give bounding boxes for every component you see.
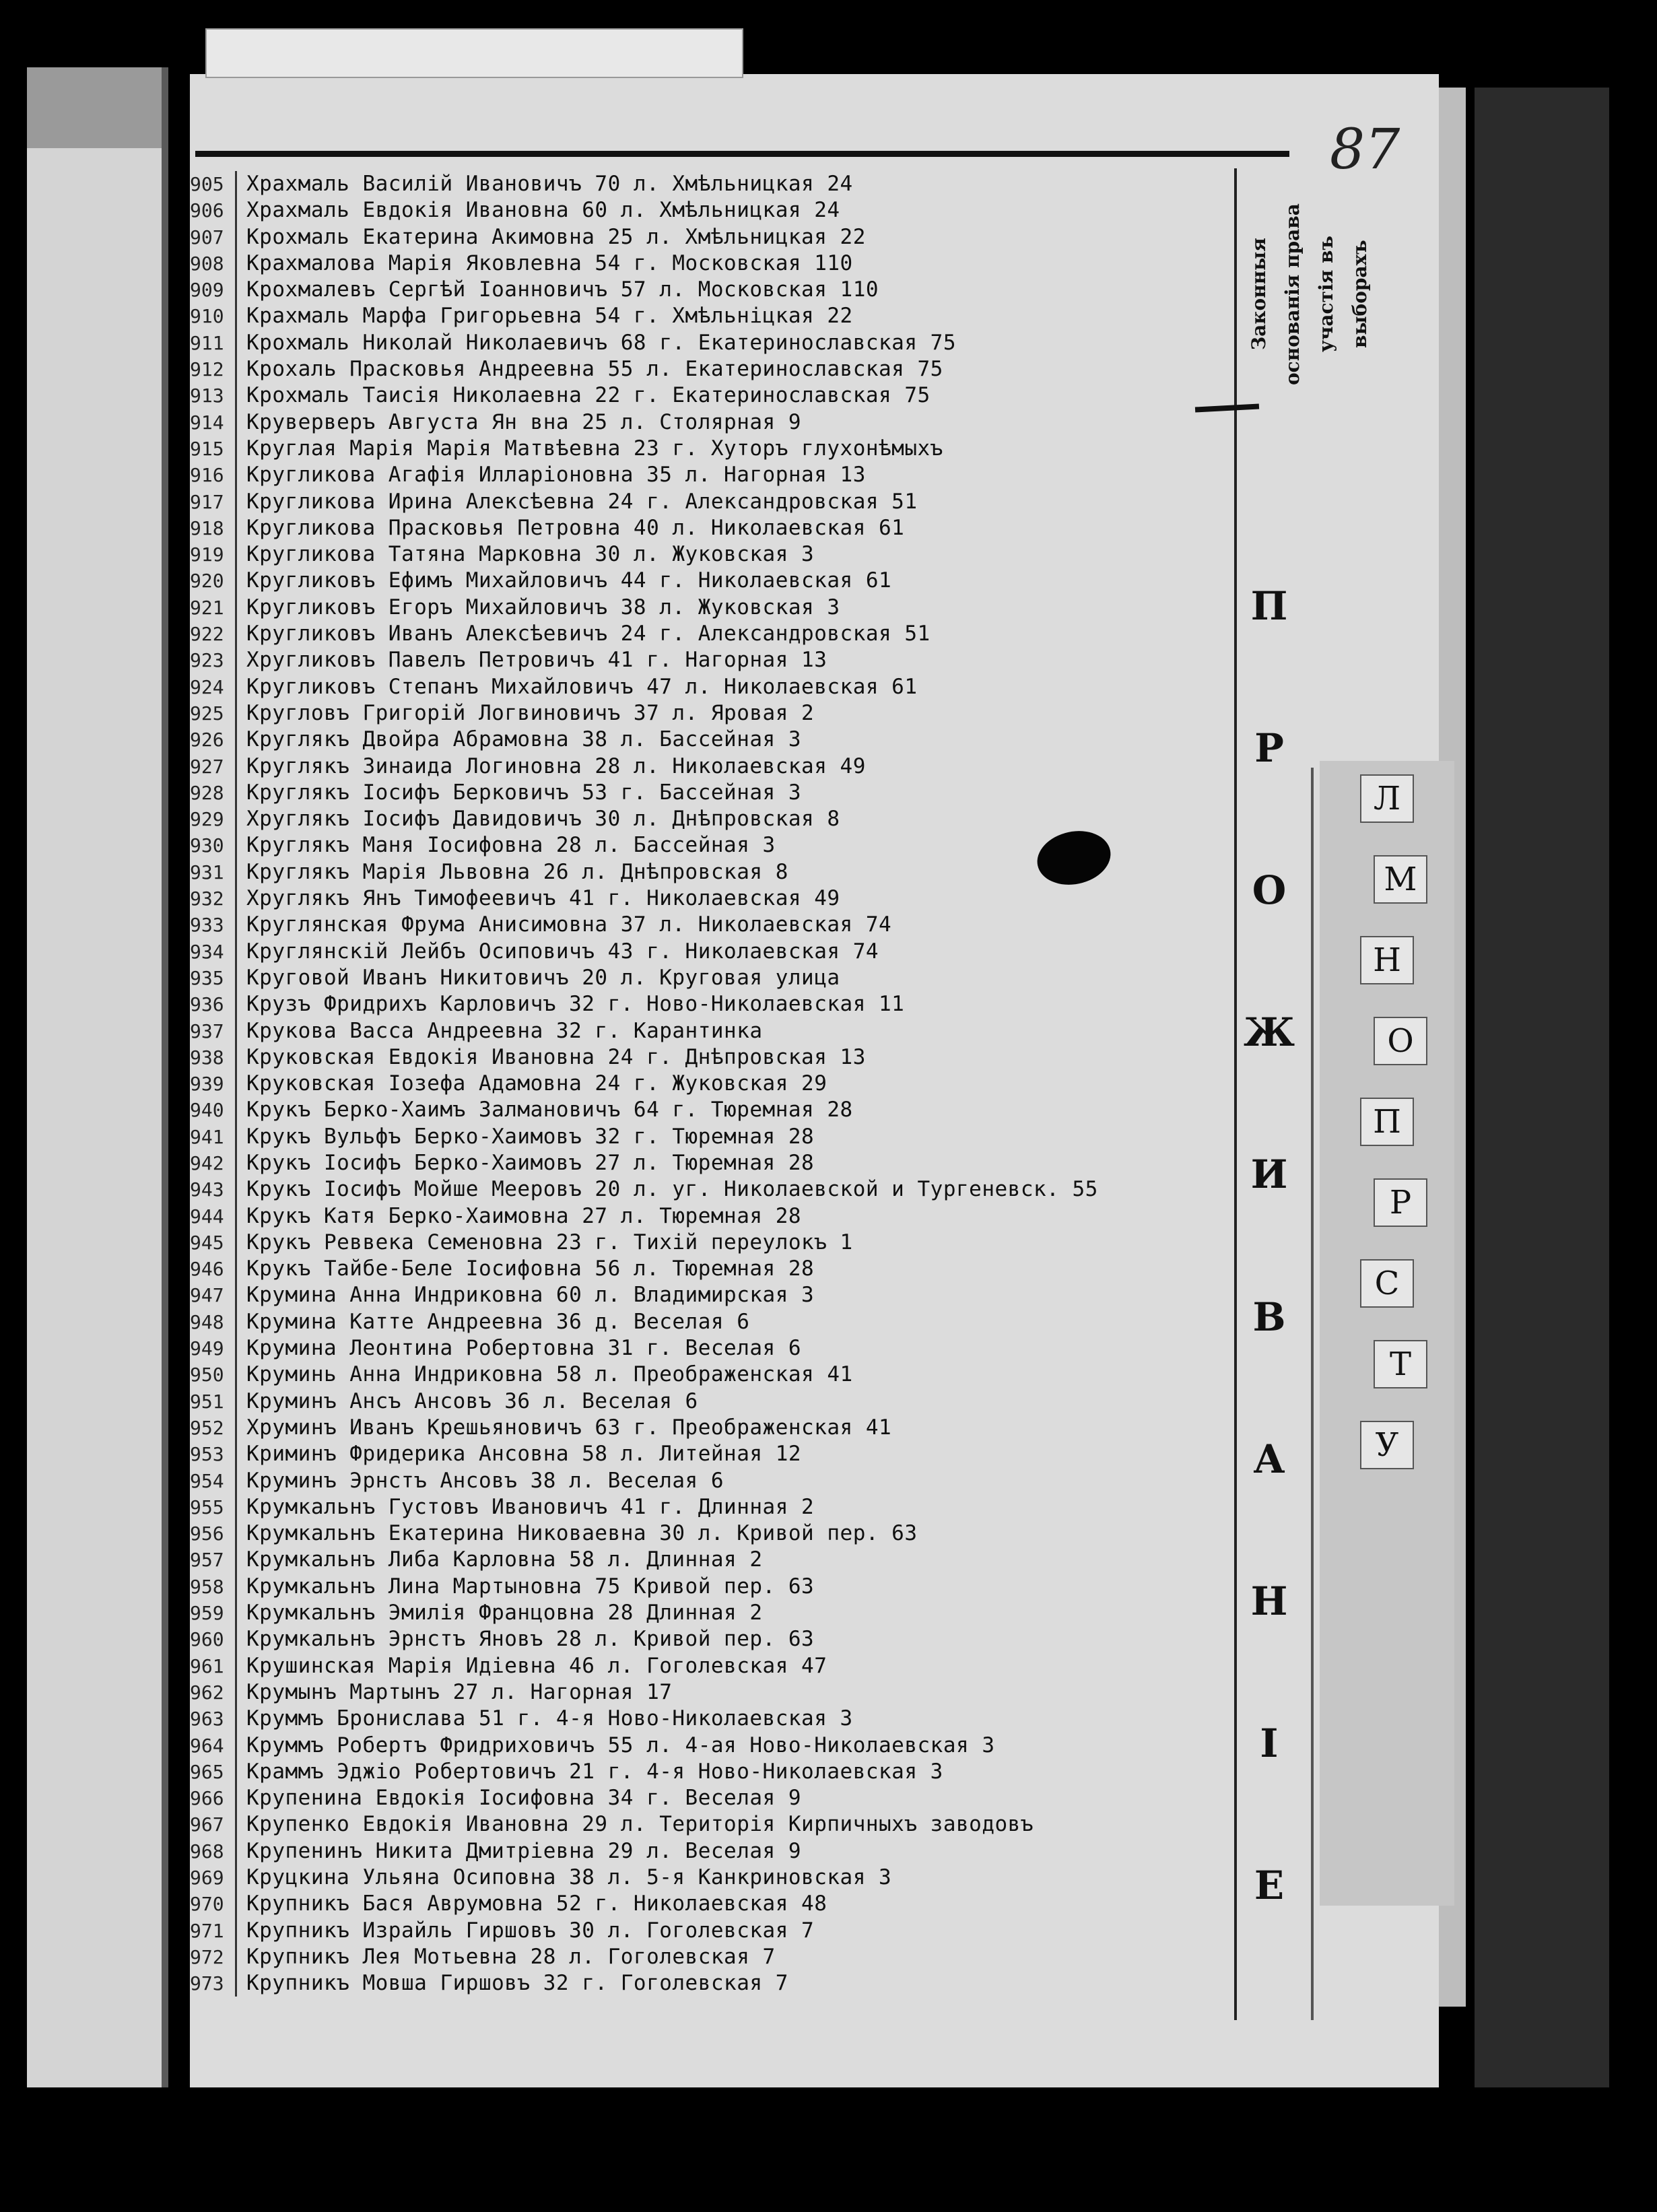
index-tab-letter: У xyxy=(1360,1421,1414,1469)
entry-text: Крупенко Евдокія Ивановна 29 л. Територія Кирпичныхъ заводовъ xyxy=(246,1812,1034,1837)
entry-text: Крумкальнъ Густовъ Ивановичъ 41 г. Длинная 2 xyxy=(246,1494,815,1519)
page-number: 87 xyxy=(1330,118,1400,182)
list-item xyxy=(190,1547,1233,1573)
entry-number: 952 xyxy=(190,1415,237,1441)
entry-number: 910 xyxy=(190,303,237,329)
entry-text: Крупникъ Израйль Гиршовъ 30 л. Гоголевская 7 xyxy=(246,1918,815,1943)
list-item xyxy=(190,436,1233,462)
entry-text: Храхмаль Василій Ивановичъ 70 л. Хмѣльницкая 24 xyxy=(246,172,853,196)
list-item xyxy=(190,1679,1233,1706)
entry-number: 925 xyxy=(190,700,237,727)
entry-text: Круглая Марія Марія Матвѣевна 23 г. Хуторъ глухонѣмыхъ xyxy=(246,436,943,461)
list-item xyxy=(190,568,1233,594)
entry-number: 947 xyxy=(190,1282,237,1308)
entry-number: 927 xyxy=(190,753,237,780)
entry-text: Крохмалевъ Сергѣй Іоанновичъ 57 л. Московская 110 xyxy=(246,277,879,302)
entry-number: 937 xyxy=(190,1018,237,1044)
list-item xyxy=(190,1706,1233,1732)
side-title-letter: Е xyxy=(1254,1862,1285,1908)
entry-text: Круглякъ Іосифъ Берковичъ 53 г. Бассейная 3 xyxy=(246,780,802,805)
entry-text: Кругликова Ирина Алексѣевна 24 г. Александровская 51 xyxy=(246,489,918,514)
side-title-letter: Н xyxy=(1250,1578,1288,1624)
list-item xyxy=(190,1918,1233,1944)
list-item xyxy=(190,1044,1233,1071)
entry-number: 962 xyxy=(190,1679,237,1706)
entry-text: Круверверъ Августа Ян вна 25 л. Столярная 9 xyxy=(246,409,802,434)
entry-number: 929 xyxy=(190,806,237,832)
entry-text: Крохаль Прасковья Андреевна 55 л. Екатеринославская 75 xyxy=(246,357,943,382)
entry-number: 911 xyxy=(190,330,237,356)
entry-number: 965 xyxy=(190,1759,237,1785)
entry-text: Крумкальнъ Екатерина Никоваевна 30 л. Кривой пер. 63 xyxy=(246,1521,918,1546)
list-item xyxy=(190,1415,1233,1441)
entry-text: Круминь Анна Индриковна 58 л. Преображенская 41 xyxy=(246,1362,853,1387)
list-item xyxy=(190,515,1233,541)
entry-number: 948 xyxy=(190,1309,237,1335)
list-item xyxy=(190,1785,1233,1811)
entry-text: Кругликовъ Иванъ Алексѣевичъ 24 г. Александровская 51 xyxy=(246,622,931,646)
list-item xyxy=(190,832,1233,859)
entry-number: 954 xyxy=(190,1468,237,1494)
entry-text: Хруминъ Иванъ Крешьяновичъ 63 г. Преображенская 41 xyxy=(246,1415,892,1440)
entry-number: 950 xyxy=(190,1362,237,1388)
list-item xyxy=(190,382,1233,409)
list-item xyxy=(190,1282,1233,1308)
index-tab-letter: О xyxy=(1374,1017,1427,1065)
entry-number: 963 xyxy=(190,1706,237,1732)
entry-number: 912 xyxy=(190,356,237,382)
list-item xyxy=(190,647,1233,673)
entry-text: Крукъ Вульфъ Берко-Хаимовъ 32 г. Тюремная 28 xyxy=(246,1124,815,1149)
list-item xyxy=(190,595,1233,621)
entry-number: 933 xyxy=(190,912,237,938)
list-item xyxy=(190,1388,1233,1415)
list-item xyxy=(190,1256,1233,1282)
list-item xyxy=(190,356,1233,382)
list-item xyxy=(190,1362,1233,1388)
side-title-prozhivanie xyxy=(1243,583,1295,1908)
side-title-letter: И xyxy=(1250,1151,1288,1198)
side-title-letter: П xyxy=(1250,583,1288,629)
list-item xyxy=(190,1018,1233,1044)
book-binding xyxy=(1475,88,1609,2108)
entry-number: 953 xyxy=(190,1441,237,1467)
entry-number: 964 xyxy=(190,1733,237,1759)
entry-text: Круглякъ Маня Іосифовна 28 л. Бассейная 3 xyxy=(246,833,776,858)
entry-number: 971 xyxy=(190,1918,237,1944)
list-item xyxy=(190,859,1233,885)
entry-text: Круминъ Эрнстъ Ансовъ 38 л. Веселая 6 xyxy=(246,1468,724,1493)
entry-text: Крумина Анна Индриковна 60 л. Владимирская 3 xyxy=(246,1283,815,1308)
entry-text: Крохмаль Таисія Николаевна 22 г. Екатеринославская 75 xyxy=(246,383,931,408)
column-divider xyxy=(1234,168,1237,2020)
entry-text: Криминъ Фридерика Ансовна 58 л. Литейная 12 xyxy=(246,1442,802,1467)
entry-number: 913 xyxy=(190,382,237,409)
side-title-letter: А xyxy=(1253,1436,1285,1482)
list-item xyxy=(190,912,1233,938)
list-item xyxy=(190,1468,1233,1494)
list-item xyxy=(190,965,1233,991)
list-item xyxy=(190,1811,1233,1838)
entry-number: 959 xyxy=(190,1600,237,1626)
list-item xyxy=(190,674,1233,700)
entry-text: Кругликова Агафія Илларіоновна 35 л. Нагорная 13 xyxy=(246,463,866,488)
list-item xyxy=(190,541,1233,568)
entry-number: 907 xyxy=(190,224,237,250)
entry-text: Круммъ Робертъ Фридриховичъ 55 л. 4-ая Ново-Николаевская 3 xyxy=(246,1733,995,1757)
index-tab-letter: Л xyxy=(1360,774,1414,823)
alphabet-index-tabs xyxy=(1320,761,1454,1906)
entry-number: 923 xyxy=(190,647,237,673)
adjacent-page-strip xyxy=(27,67,168,2108)
list-item xyxy=(190,330,1233,356)
entry-number: 924 xyxy=(190,674,237,700)
entry-text: Крахмаль Марфа Григорьевна 54 г. Хмѣльнiцкая 22 xyxy=(246,304,853,329)
list-item xyxy=(190,1441,1233,1467)
entry-text: Храхмаль Евдокія Ивановна 60 л. Хмѣльницкая 24 xyxy=(246,198,840,223)
entry-number: 944 xyxy=(190,1203,237,1230)
entry-text: Крукъ Іосифъ Берко-Хаимовъ 27 л. Тюремная 28 xyxy=(246,1150,815,1175)
index-tab-letter: М xyxy=(1374,855,1427,904)
entry-number: 941 xyxy=(190,1124,237,1150)
entry-text: Крузъ Фридрихъ Карловичъ 32 г. Ново-Николаевская 11 xyxy=(246,992,905,1017)
entry-text: Круглякъ Двойра Абрамовна 38 л. Бассейная 3 xyxy=(246,727,802,752)
list-item xyxy=(190,780,1233,806)
entry-text: Крумина Катте Андреевна 36 д. Веселая 6 xyxy=(246,1309,750,1334)
entry-number: 905 xyxy=(190,171,237,197)
entry-text: Крохмаль Николай Николаевичъ 68 г. Екатеринославская 75 xyxy=(246,330,956,355)
list-item xyxy=(190,250,1233,277)
paper-slip xyxy=(205,28,743,78)
entry-text: Крушинская Марія Идіевна 46 л. Гоголевская 47 xyxy=(246,1653,827,1678)
side-title-letter: О xyxy=(1252,867,1287,914)
entry-text: Круглянская Фрума Анисимовна 37 л. Николаевская 74 xyxy=(246,912,892,937)
list-item xyxy=(190,1574,1233,1600)
entry-text: Кругловъ Григорій Логвиновичъ 37 л. Яровая 2 xyxy=(246,700,815,725)
voter-list xyxy=(190,171,1233,1997)
entry-text: Крупникъ Лея Мотьевна 28 л. Гоголевская 7 xyxy=(246,1944,776,1969)
entry-text: Круковская Евдокія Ивановна 24 г. Днѣпровская 13 xyxy=(246,1044,866,1069)
entry-text: Крупенина Евдокія Іосифовна 34 г. Веселая 9 xyxy=(246,1786,802,1811)
entry-text: Хруглякъ Янъ Тимофеевичъ 41 г. Николаевская 49 xyxy=(246,886,840,911)
entry-number: 928 xyxy=(190,780,237,806)
side-title-letter: Ж xyxy=(1243,1009,1295,1056)
side-column-heading: Законныя основанія права участія въ выборахъ xyxy=(1248,203,1371,385)
list-item xyxy=(190,1759,1233,1785)
list-item xyxy=(190,1733,1233,1759)
entry-text: Кругликова Татяна Марковна 30 л. Жуковская 3 xyxy=(246,542,815,567)
entry-text: Крукъ Реввека Семеновна 23 г. Тихій переулокъ 1 xyxy=(246,1230,853,1254)
entry-text: Крупенинъ Никита Дмитріевна 29 л. Веселая 9 xyxy=(246,1838,802,1863)
list-item xyxy=(190,409,1233,436)
entry-text: Кругликовъ Егоръ Михайловичъ 38 л. Жуковская 3 xyxy=(246,595,840,619)
entry-number: 942 xyxy=(190,1150,237,1176)
list-item xyxy=(190,1124,1233,1150)
side-title-letter: Р xyxy=(1254,725,1284,772)
entry-number: 956 xyxy=(190,1520,237,1547)
entry-number: 969 xyxy=(190,1865,237,1891)
entry-text: Крукова Васса Андреевна 32 г. Карантинка xyxy=(246,1018,763,1043)
entry-number: 915 xyxy=(190,436,237,462)
entry-text: Кругликовъ Ефимъ Михайловичъ 44 г. Николаевская 61 xyxy=(246,568,892,593)
list-item xyxy=(190,1071,1233,1097)
list-item xyxy=(190,1494,1233,1520)
index-tab-letter: С xyxy=(1360,1259,1414,1308)
entry-text: Крумкальнъ Либа Карловна 58 л. Длинная 2 xyxy=(246,1547,763,1572)
side-title-letter: І xyxy=(1260,1720,1279,1766)
entry-number: 960 xyxy=(190,1626,237,1652)
entry-number: 920 xyxy=(190,568,237,594)
list-item xyxy=(190,1600,1233,1626)
entry-number: 968 xyxy=(190,1838,237,1865)
list-item xyxy=(190,1970,1233,1997)
list-item xyxy=(190,277,1233,303)
entry-number: 909 xyxy=(190,277,237,303)
list-item xyxy=(190,1891,1233,1917)
entry-text: Крахмалова Марія Яковлевна 54 г. Московская 110 xyxy=(246,250,853,275)
entry-text: Крукъ Катя Берко-Хаимовна 27 л. Тюремная 28 xyxy=(246,1203,802,1228)
entry-number: 914 xyxy=(190,409,237,436)
entry-number: 936 xyxy=(190,991,237,1017)
list-item xyxy=(190,1520,1233,1547)
entry-text: Кругликовъ Степанъ Михайловичъ 47 л. Николаевская 61 xyxy=(246,674,918,699)
index-tab-letter: Н xyxy=(1360,936,1414,984)
entry-number: 949 xyxy=(190,1335,237,1362)
entry-number: 967 xyxy=(190,1811,237,1838)
list-item xyxy=(190,1626,1233,1652)
entry-number: 938 xyxy=(190,1044,237,1071)
entry-text: Круминъ Ансъ Ансовъ 36 л. Веселая 6 xyxy=(246,1388,698,1413)
entry-number: 921 xyxy=(190,595,237,621)
entry-text: Крумынъ Мартынъ 27 л. Нагорная 17 xyxy=(246,1679,673,1704)
entry-number: 966 xyxy=(190,1785,237,1811)
entry-number: 951 xyxy=(190,1388,237,1415)
entry-number: 939 xyxy=(190,1071,237,1097)
entry-text: Круковская Іозефа Адамовна 24 г. Жуковская 29 xyxy=(246,1071,827,1096)
list-item xyxy=(190,885,1233,912)
entry-number: 940 xyxy=(190,1097,237,1123)
entry-text: Краммъ Эджіо Робертовичъ 21 г. 4-я Ново-Николаевская 3 xyxy=(246,1759,943,1784)
entry-number: 970 xyxy=(190,1891,237,1917)
list-item xyxy=(190,727,1233,753)
entry-text: Крупникъ Мовша Гиршовъ 32 г. Гоголевская 7 xyxy=(246,1971,788,1996)
list-item xyxy=(190,1944,1233,1970)
entry-number: 957 xyxy=(190,1547,237,1573)
list-item xyxy=(190,753,1233,780)
list-item xyxy=(190,700,1233,727)
entry-number: 943 xyxy=(190,1176,237,1203)
list-item xyxy=(190,1150,1233,1176)
entry-number: 972 xyxy=(190,1944,237,1970)
adjacent-page-shadow xyxy=(162,67,168,2108)
list-item xyxy=(190,1230,1233,1256)
list-item xyxy=(190,1838,1233,1865)
list-item xyxy=(190,991,1233,1017)
list-item xyxy=(190,1335,1233,1362)
list-item xyxy=(190,489,1233,515)
entry-number: 973 xyxy=(190,1970,237,1997)
entry-number: 945 xyxy=(190,1230,237,1256)
entry-text: Хругликовъ Павелъ Петровичъ 41 г. Нагорная 13 xyxy=(246,648,827,673)
list-item xyxy=(190,806,1233,832)
list-item xyxy=(190,303,1233,329)
entry-number: 919 xyxy=(190,541,237,568)
list-item xyxy=(190,1309,1233,1335)
list-item xyxy=(190,1653,1233,1679)
entry-number: 955 xyxy=(190,1494,237,1520)
entry-number: 931 xyxy=(190,859,237,885)
entry-number: 908 xyxy=(190,250,237,277)
entry-text: Крукъ Тайбе-Беле Іосифовна 56 л. Тюремная 28 xyxy=(246,1256,815,1281)
entry-text: Круглякъ Зинаида Логиновна 28 л. Николаевская 49 xyxy=(246,753,866,778)
list-item xyxy=(190,197,1233,224)
entry-text: Круговой Иванъ Никитовичъ 20 л. Круговая улица xyxy=(246,965,840,990)
bottom-margin xyxy=(0,2087,1657,2212)
entry-number: 917 xyxy=(190,489,237,515)
entry-number: 906 xyxy=(190,197,237,224)
entry-number: 926 xyxy=(190,727,237,753)
adjacent-page-edge xyxy=(27,67,168,148)
entry-text: Крукъ Берко-Хаимъ Залмановичъ 64 г. Тюремная 28 xyxy=(246,1098,853,1122)
entry-text: Крохмаль Екатерина Акимовна 25 л. Хмѣльницкая 22 xyxy=(246,224,866,249)
entry-number: 918 xyxy=(190,515,237,541)
index-tab-letter: П xyxy=(1360,1098,1414,1146)
index-tab-letter: Т xyxy=(1374,1340,1427,1388)
list-item xyxy=(190,1097,1233,1123)
entry-number: 961 xyxy=(190,1653,237,1679)
entry-number: 930 xyxy=(190,832,237,859)
list-item xyxy=(190,939,1233,965)
entry-text: Круцкина Ульяна Осиповна 38 л. 5-я Канкриновская 3 xyxy=(246,1865,892,1889)
list-item xyxy=(190,1176,1233,1203)
entry-number: 916 xyxy=(190,462,237,488)
entry-text: Крупникъ Бася Аврумовна 52 г. Николаевская 48 xyxy=(246,1891,827,1916)
entry-text: Крумкальнъ Эмилія Францовна 28 Длинная 2 xyxy=(246,1601,763,1626)
entry-text: Крукъ Іосифъ Мойше Мееровъ 20 л. уг. Николаевской и Тургеневск. 55 xyxy=(246,1177,1098,1202)
list-item xyxy=(190,171,1233,197)
entry-text: Крумкальнъ Лина Мартыновна 75 Кривой пер. 63 xyxy=(246,1574,815,1599)
entry-number: 946 xyxy=(190,1256,237,1282)
list-item xyxy=(190,224,1233,250)
index-tab-letter: Р xyxy=(1374,1178,1427,1227)
entry-text: Круглякъ Марія Львовна 26 л. Днѣпровская 8 xyxy=(246,859,788,884)
entry-text: Хруглякъ Іосифъ Давидовичъ 30 л. Днѣпровская 8 xyxy=(246,807,840,832)
entry-text: Круглянскій Лейбъ Осиповичъ 43 г. Николаевская 74 xyxy=(246,939,879,964)
list-item xyxy=(190,462,1233,488)
entry-text: Крумкальнъ Эрнстъ Яновъ 28 л. Кривой пер. 63 xyxy=(246,1627,815,1652)
column-divider-secondary xyxy=(1311,768,1314,2020)
side-title-letter: В xyxy=(1252,1294,1286,1340)
entry-number: 958 xyxy=(190,1574,237,1600)
entry-text: Кругликова Прасковья Петровна 40 л. Николаевская 61 xyxy=(246,515,905,540)
top-rule xyxy=(195,151,1289,157)
entry-number: 932 xyxy=(190,885,237,912)
list-item xyxy=(190,1865,1233,1891)
entry-number: 922 xyxy=(190,621,237,647)
list-item xyxy=(190,621,1233,647)
entry-number: 935 xyxy=(190,965,237,991)
entry-number: 934 xyxy=(190,939,237,965)
entry-text: Круммъ Брониславa 51 г. 4-я Ново-Николаевская 3 xyxy=(246,1706,853,1731)
list-item xyxy=(190,1203,1233,1230)
entry-text: Крумина Леонтина Робертовна 31 г. Веселая 6 xyxy=(246,1336,802,1361)
